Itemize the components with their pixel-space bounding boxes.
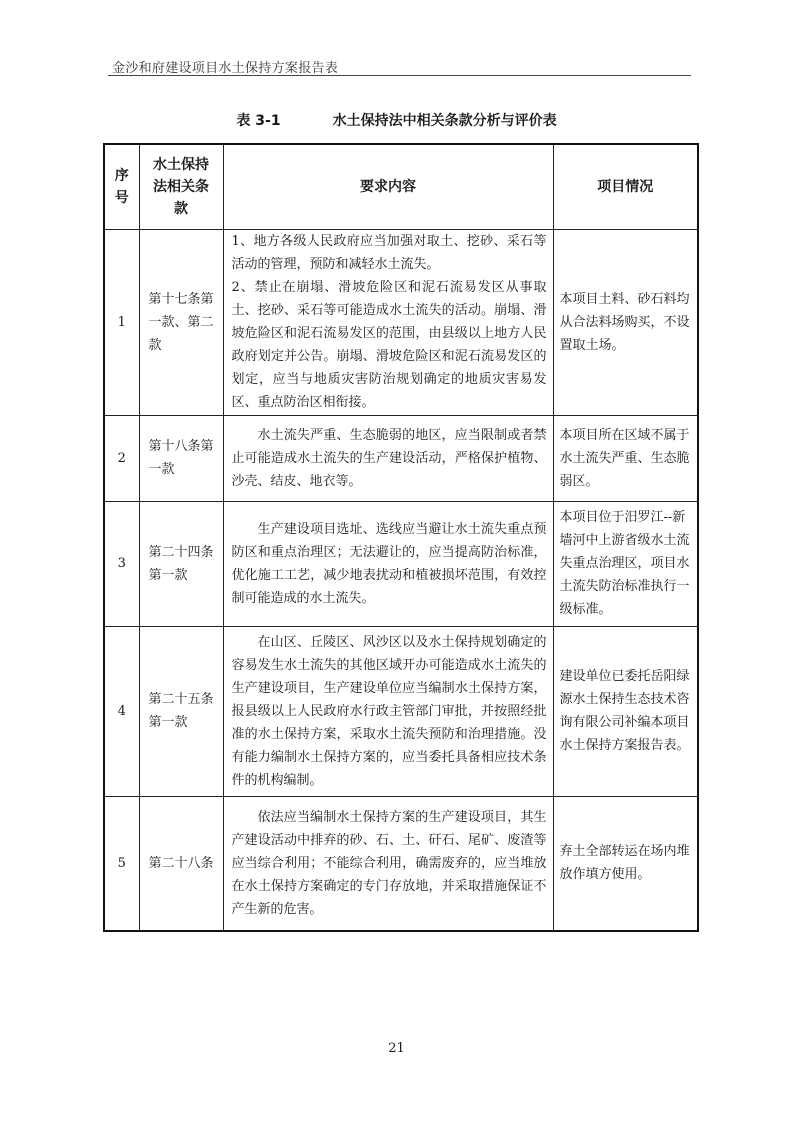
row-project-status: 本项目所在区域不属于水土流失严重、生态脆弱区。 <box>553 415 698 501</box>
requirement-paragraph: 水土流失严重、生态脆弱的地区，应当限制或者禁止可能造成水土流失的生产建设活动，严格保护植物、沙壳、结皮、地衣等。 <box>231 427 547 489</box>
row-project-status: 本项目位于汨罗江--新墙河中上游省级水土流失重点治理区，项目水土流失防治标准执行一级标准。 <box>553 501 698 626</box>
row-requirement <box>223 415 553 501</box>
row-seq: 4 <box>104 626 139 796</box>
row-seq: 2 <box>104 415 139 501</box>
requirement-paragraph: 生产建设项目选址、选线应当避让水土流失重点预防区和重点治理区；无法避让的，应当提高防治标准，优化施工工艺，减少地表扰动和植被损坏范围，有效控制可能造成的水土流失。 <box>231 521 547 606</box>
row-seq: 1 <box>104 229 139 415</box>
column-header-seq: 序号 <box>104 144 139 229</box>
row-seq: 5 <box>104 796 139 931</box>
row-requirement <box>223 796 553 931</box>
document-header-title: 金沙和府建设项目水土保持方案报告表 <box>112 61 339 76</box>
table-caption <box>0 110 793 130</box>
row-clause: 第十七条第一款、第二款 <box>139 229 223 415</box>
column-header-clause: 水土保持法相关条款 <box>139 144 223 229</box>
table-row <box>104 415 698 501</box>
requirement-paragraph: 依法应当编制水土保持方案的生产建设项目，其生产建设活动中排弃的砂、石、土、矸石、尾矿、废渣等应当综合利用；不能综合利用，确需废弃的，应当堆放在水土保持方案确定的专门存放地，并采取措施保证不产生新的危害。 <box>231 809 547 917</box>
table-caption-number: 表 3-1 <box>236 113 281 129</box>
page-number: 21 <box>388 1041 405 1056</box>
row-project-status: 弃土全部转运在场内堆放作填方使用。 <box>553 796 698 931</box>
row-clause: 第十八条第一款 <box>139 415 223 501</box>
column-header-requirement: 要求内容 <box>223 144 553 229</box>
table-row <box>104 501 698 626</box>
table-row <box>104 229 698 415</box>
requirement-paragraph: 1、地方各级人民政府应当加强对取土、挖砂、采石等活动的管理，预防和减轻水土流失。 <box>231 234 547 272</box>
row-clause: 第二十五条第一款 <box>139 626 223 796</box>
row-requirement <box>223 229 553 415</box>
row-requirement <box>223 626 553 796</box>
table-header-row <box>104 144 698 229</box>
row-clause: 第二十八条 <box>139 796 223 931</box>
row-requirement <box>223 501 553 626</box>
column-header-project: 项目情况 <box>553 144 698 229</box>
requirement-paragraph: 在山区、丘陵区、风沙区以及水土保持规划确定的容易发生水土流失的其他区域开办可能造成水土流失的生产建设项目，生产建设单位应当编制水土保持方案，报县级以上人民政府水行政主管部门审批，并按照经批准的水土保持方案，采取水土流失预防和治理措施。没有能力编制水土保持方案的，应当委托具备相应技术条件的机构编制。 <box>231 634 547 788</box>
header-divider <box>108 75 691 76</box>
table-caption-title: 水土保持法中相关条款分析与评价表 <box>332 113 557 129</box>
row-clause: 第二十四条第一款 <box>139 501 223 626</box>
clause-analysis-table <box>103 143 699 932</box>
row-project-status: 本项目土料、砂石料均从合法料场购买，不设置取土场。 <box>553 229 698 415</box>
row-project-status: 建设单位已委托岳阳绿源水土保持生态技术咨询有限公司补编本项目水土保持方案报告表。 <box>553 626 698 796</box>
row-seq: 3 <box>104 501 139 626</box>
table-row <box>104 796 698 931</box>
table-row <box>104 626 698 796</box>
requirement-paragraph: 2、禁止在崩塌、滑坡危险区和泥石流易发区从事取土、挖砂、采石等可能造成水土流失的活动。崩塌、滑坡危险区和泥石流易发区的范围，由县级以上地方人民政府划定并公告。崩塌、滑坡危险区和泥石流易发区的划定，应当与地质灾害防治规划确定的地质灾害易发区、重点防治区相衔接。 <box>231 280 547 410</box>
